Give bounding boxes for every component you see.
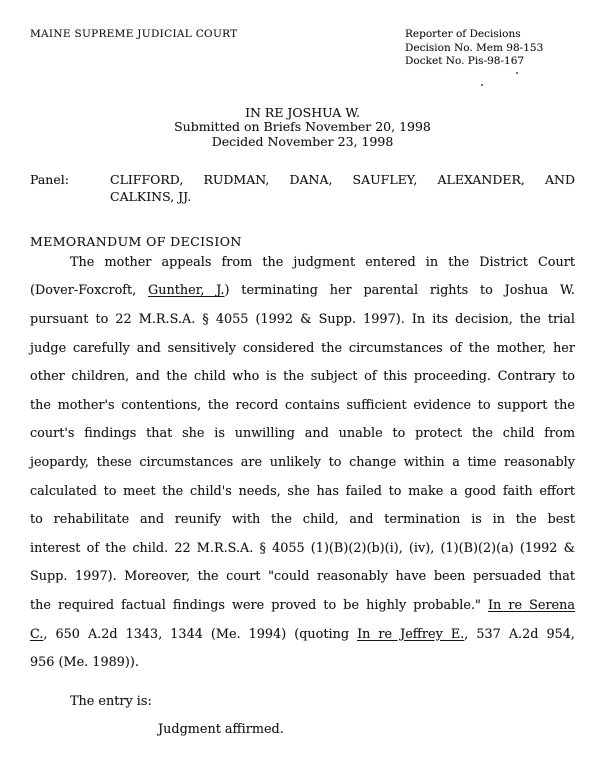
submitted-line: Submitted on Briefs November 20, 1998 — [174, 119, 431, 135]
scan-artifact-dot — [516, 72, 518, 74]
body-text: The mother appeals from the judgment entered in the District Court — [70, 254, 575, 270]
body-text: Supp. 1997). Moreover, the court "could reasonably have been persuaded that — [30, 569, 575, 585]
body-line — [30, 277, 575, 306]
body-text: judge carefully and sensitively considered the circumstances of the mother, her — [30, 340, 575, 356]
body-line — [30, 478, 575, 507]
body-line — [30, 249, 575, 278]
body-text: interest of the child. 22 M.R.S.A. § 4055 (1)(B)(2)(b)(i), (iv), (1)(B)(2)(a) (1992 & — [30, 540, 575, 556]
judgment-text: Judgment affirmed. — [158, 722, 284, 738]
panel-label: Panel: — [30, 171, 69, 187]
panel-justices-line2: CALKINS, JJ. — [110, 188, 192, 204]
reporter-block — [405, 28, 575, 69]
memorandum-heading: MEMORANDUM OF DECISION — [30, 233, 242, 249]
panel-justices-line1: CLIFFORD, RUDMAN, DANA, SAUFLEY, ALEXANDER, AND — [110, 171, 575, 187]
body-line — [30, 392, 575, 421]
reporter-of-decisions: Reporter of Decisions — [405, 28, 521, 40]
body-text: other children, and the child who is the subject of this proceeding. Contrary to — [30, 369, 575, 385]
case-title-block — [30, 106, 575, 150]
decision-number: Decision No. Mem 98-153 — [405, 41, 544, 54]
body-text: the required factual findings were proved to be highly probable." — [30, 598, 488, 614]
body-text: , 650 A.2d 1343, 1344 (Me. 1994) (quoting — [43, 626, 358, 642]
body-line — [30, 621, 575, 650]
body-line — [30, 363, 575, 392]
body-text: calculated to meet the child's needs, she has failed to make a good faith effort — [30, 483, 575, 499]
panel-justices — [110, 171, 575, 205]
body-text: (Dover-Foxcroft, — [30, 283, 149, 299]
body-text: to rehabilitate and reunify with the child, and termination is in the best — [30, 512, 575, 528]
body-text: jeopardy, these circumstances are unlikely to change within a time reasonably — [30, 455, 575, 471]
underlined-citation: In re Jeffrey E. — [357, 626, 465, 642]
case-name: IN RE JOSHUA W. — [245, 104, 360, 120]
body-line — [30, 506, 575, 535]
document-header — [30, 28, 575, 69]
underlined-citation: In re Serena — [487, 598, 576, 614]
body-line — [30, 306, 575, 335]
body-line — [30, 449, 575, 478]
body-text: the mother's contentions, the record contains sufficient evidence to support the — [30, 397, 575, 413]
body-text: , 537 A.2d 954, — [464, 626, 575, 642]
underlined-citation: C. — [30, 626, 44, 642]
body-line — [30, 649, 575, 678]
body-text: ) terminating her parental rights to Joshua W. — [224, 283, 575, 299]
body-text: 956 (Me. 1989)). — [30, 655, 139, 671]
entry-label: The entry is: — [70, 693, 152, 709]
docket-number: Docket No. Pis-98-167 — [405, 55, 525, 67]
body-paragraph — [30, 249, 575, 678]
body-line — [30, 335, 575, 364]
body-line — [30, 592, 575, 621]
body-line — [30, 420, 575, 449]
decided-line: Decided November 23, 1998 — [211, 134, 394, 150]
panel-section — [30, 171, 575, 205]
body-text: pursuant to 22 M.R.S.A. § 4055 (1992 & Supp. 1997). In its decision, the trial — [30, 312, 575, 328]
body-line — [30, 563, 575, 592]
body-line — [30, 535, 575, 564]
scan-artifact-dot — [481, 84, 483, 86]
underlined-citation: Gunther, J. — [148, 283, 225, 299]
court-name: MAINE SUPREME JUDICIAL COURT — [30, 28, 238, 40]
body-text: court's findings that she is unwilling and unable to protect the child from — [30, 426, 575, 442]
